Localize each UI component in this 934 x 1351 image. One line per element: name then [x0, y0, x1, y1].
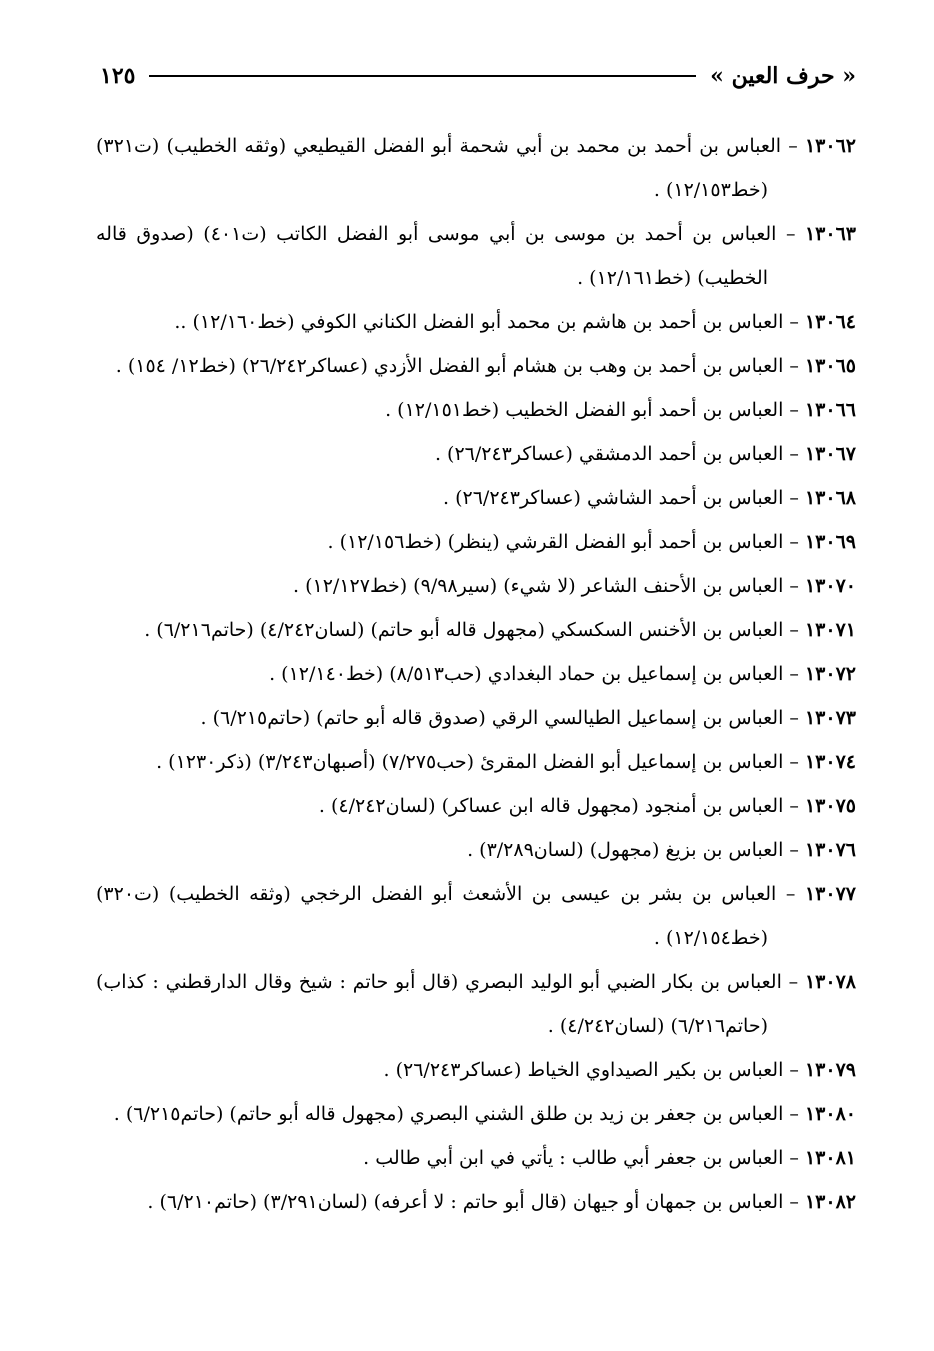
entry-number: ١٣٠٧٤	[804, 751, 856, 773]
entry-number: ١٣٠٦٣	[804, 223, 856, 245]
entry-item: ١٣٠٦٩ – العباس بن أحمد أبو الفضل القرشي (ينظر) (خط١٢/١٥٦) .	[327, 531, 856, 553]
entry-item: ١٣٠٧٨ – العباس بن بكار الضبي أبو الوليد البصري (قال أبو حاتم : شيخ وقال الدارقطني : كذاب) (حاتم٦/٢١٦) (لسان٤/٢٤٢) .	[96, 971, 856, 1037]
page-number: ١٢٥	[100, 63, 136, 89]
entry-number: ١٣٠٦٤	[804, 311, 856, 333]
running-title: « حرف العين »	[710, 63, 856, 89]
entry-text: العباس بن أحمد بن وهب بن هشام أبو الفضل الأزدي (عساكر٢٦/٢٤٢) (خط١٢/ ١٥٤) .	[115, 355, 784, 377]
entry-text: العباس بن إسماعيل أبو الفضل المقرئ (حب٧/٢٧٥) (أصبهان٣/٢٤٣) (ذكر١٢٣٠) .	[156, 751, 784, 773]
entry-text: العباس بن أحمد الدمشقي (عساكر٢٦/٢٤٣) .	[434, 443, 784, 465]
entry-text: العباس بن أمنجود (مجهول قاله ابن عساكر) (لسان٤/٢٤٢) .	[318, 795, 784, 817]
entry-number: ١٣٠٧٨	[804, 971, 856, 993]
entry-number: ١٣٠٧٩	[804, 1059, 856, 1081]
entry-number: ١٣٠٨١	[804, 1147, 856, 1169]
entry-item: ١٣٠٧٥ – العباس بن أمنجود (مجهول قاله ابن عساكر) (لسان٤/٢٤٢) .	[318, 795, 856, 817]
entry-item: ١٣٠٦٧ – العباس بن أحمد الدمشقي (عساكر٢٦/٢٤٣) .	[434, 443, 856, 465]
entry-item: ١٣٠٧٩ – العباس بن بكير الصيداوي الخياط (عساكر٢٦/٢٤٣) .	[383, 1059, 856, 1081]
entry-item: ١٣٠٧٢ – العباس بن إسماعيل بن حماد البغدادي (حب٨/٥١٣) (خط١٢/١٤٠) .	[269, 663, 856, 685]
entry-text: العباس بن الأخنس السكسكي (مجهول قاله أبو حاتم) (لسان٤/٢٤٢) (حاتم٦/٢١٦) .	[144, 619, 784, 641]
entry-item: ١٣٠٦٦ – العباس بن أحمد أبو الفضل الخطيب (خط١٢/١٥١) .	[385, 399, 856, 421]
entry-text: العباس بن أحمد بن محمد بن أبي شحمة أبو الفضل القيطيعي (وثقه الخطيب) (ت٣٢١) (خط١٢/١٥٣) .	[96, 135, 782, 201]
entry-list	[96, 124, 856, 1224]
entry-text: العباس بن إسماعيل بن حماد البغدادي (حب٨/٥١٣) (خط١٢/١٤٠) .	[269, 663, 784, 685]
entry-text: العباس بن أحمد أبو الفضل القرشي (ينظر) (خط١٢/١٥٦) .	[327, 531, 784, 553]
entry-item: ١٣٠٧٧ – العباس بن بشر بن عيسى بن الأشعث أبو الفضل الرخجي (وثقه الخطيب) (ت٣٢٠) (خط١٢/١٥٤) .	[96, 883, 856, 949]
entry-number: ١٣٠٧٥	[804, 795, 856, 817]
entry-number: ١٣٠٦٢	[804, 135, 856, 157]
entry-item: ١٣٠٦٤ – العباس بن أحمد بن هاشم بن محمد أبو الفضل الكناني الكوفي (خط١٢/١٦٠) ..	[174, 311, 856, 333]
page-header	[100, 58, 856, 94]
entry-number: ١٣٠٧٧	[804, 883, 856, 905]
entry-item: ١٣٠٧٠ – العباس بن الأحنف الشاعر (لا شيء) (سير٩/٩٨) (خط١٢/١٢٧) .	[293, 575, 856, 597]
entry-number: ١٣٠٦٦	[804, 399, 856, 421]
entry-text: العباس بن أحمد بن موسى بن أبي موسى أبو الفضل الكاتب (ت٤٠١) (صدوق قاله الخطيب) (خط١٢/١٦١) .	[96, 223, 777, 289]
entry-item: ١٣٠٨١ – العباس بن جعفر أبي طالب : يأتي في ابن أبي طالب .	[363, 1147, 856, 1169]
entry-item: ١٣٠٨٠ – العباس بن جعفر بن زيد بن طلق الشني البصري (مجهول قاله أبو حاتم) (حاتم٦/٢١٥) .	[113, 1103, 856, 1125]
entry-text: العباس بن بكير الصيداوي الخياط (عساكر٢٦/٢٤٣) .	[383, 1059, 784, 1081]
entry-number: ١٣٠٧٢	[804, 663, 856, 685]
entry-item: ١٣٠٧٣ – العباس بن إسماعيل الطيالسي الرقي (صدوق قاله أبو حاتم) (حاتم٦/٢١٥) .	[200, 707, 856, 729]
entry-number: ١٣٠٨٢	[804, 1191, 856, 1213]
entry-item: ١٣٠٦٣ – العباس بن أحمد بن موسى بن أبي موسى أبو الفضل الكاتب (ت٤٠١) (صدوق قاله الخطيب) (خط١٢/١٦١) .	[96, 223, 856, 289]
entry-number: ١٣٠٦٨	[804, 487, 856, 509]
entry-text: العباس بن أحمد الشاشي (عساكر٢٦/٢٤٣) .	[443, 487, 784, 509]
entry-number: ١٣٠٧٠	[804, 575, 856, 597]
entry-item: ١٣٠٧٦ – العباس بن بزيغ (مجهول) (لسان٣/٢٨٩) .	[467, 839, 856, 861]
entry-item: ١٣٠٦٨ – العباس بن أحمد الشاشي (عساكر٢٦/٢٤٣) .	[443, 487, 856, 509]
entry-number: ١٣٠٦٩	[804, 531, 856, 553]
entry-text: العباس بن جعفر بن زيد بن طلق الشني البصري (مجهول قاله أبو حاتم) (حاتم٦/٢١٥) .	[113, 1103, 784, 1125]
entry-number: ١٣٠٦٥	[804, 355, 856, 377]
entry-item: ١٣٠٦٢ – العباس بن أحمد بن محمد بن أبي شحمة أبو الفضل القيطيعي (وثقه الخطيب) (ت٣٢١) (خط١٢/١٥٣) .	[96, 135, 856, 201]
entry-number: ١٣٠٧٣	[804, 707, 856, 729]
entry-text: العباس بن إسماعيل الطيالسي الرقي (صدوق قاله أبو حاتم) (حاتم٦/٢١٥) .	[200, 707, 784, 729]
entry-number: ١٣٠٨٠	[804, 1103, 856, 1125]
entry-number: ١٣٠٧١	[804, 619, 856, 641]
entry-text: العباس بن الأحنف الشاعر (لا شيء) (سير٩/٩٨) (خط١٢/١٢٧) .	[293, 575, 784, 597]
entry-number: ١٣٠٧٦	[804, 839, 856, 861]
header-rule	[149, 75, 696, 77]
entry-item: ١٣٠٧٤ – العباس بن إسماعيل أبو الفضل المقرئ (حب٧/٢٧٥) (أصبهان٣/٢٤٣) (ذكر١٢٣٠) .	[156, 751, 856, 773]
entry-text: العباس بن أحمد بن هاشم بن محمد أبو الفضل الكناني الكوفي (خط١٢/١٦٠) ..	[174, 311, 784, 333]
entry-text: العباس بن بشر بن عيسى بن الأشعث أبو الفضل الرخجي (وثقه الخطيب) (ت٣٢٠) (خط١٢/١٥٤) .	[96, 883, 777, 949]
entry-item: ١٣٠٦٥ – العباس بن أحمد بن وهب بن هشام أبو الفضل الأزدي (عساكر٢٦/٢٤٢) (خط١٢/ ١٥٤) .	[115, 355, 856, 377]
entry-item: ١٣٠٧١ – العباس بن الأخنس السكسكي (مجهول قاله أبو حاتم) (لسان٤/٢٤٢) (حاتم٦/٢١٦) .	[144, 619, 856, 641]
entry-text: العباس بن جمهان أو جيهان (قال أبو حاتم : لا أعرفه) (لسان٣/٢٩١) (حاتم٦/٢١٠) .	[147, 1191, 784, 1213]
entry-text: العباس بن بكار الضبي أبو الوليد البصري (قال أبو حاتم : شيخ وقال الدارقطني : كذاب) (حاتم٦/٢١٦) (لسان٤/٢٤٢) .	[96, 971, 782, 1037]
entry-item: ١٣٠٨٢ – العباس بن جمهان أو جيهان (قال أبو حاتم : لا أعرفه) (لسان٣/٢٩١) (حاتم٦/٢١٠) .	[147, 1191, 856, 1213]
entry-text: العباس بن جعفر أبي طالب : يأتي في ابن أبي طالب .	[363, 1147, 784, 1169]
entry-number: ١٣٠٦٧	[804, 443, 856, 465]
entry-text: العباس بن بزيغ (مجهول) (لسان٣/٢٨٩) .	[467, 839, 784, 861]
entry-text: العباس بن أحمد أبو الفضل الخطيب (خط١٢/١٥١) .	[385, 399, 784, 421]
